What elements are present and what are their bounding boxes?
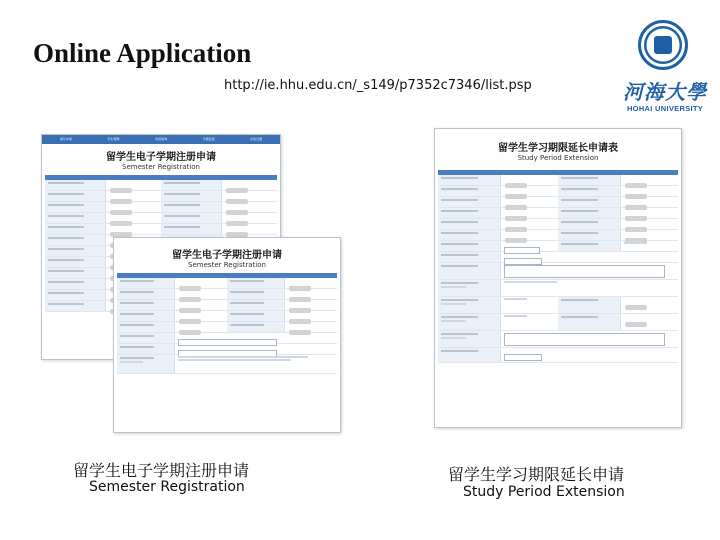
nav-item[interactable]: 审批查询 bbox=[154, 137, 167, 141]
form-subtitle: Study Period Extension bbox=[517, 154, 599, 162]
url-text[interactable]: http://ie.hhu.edu.cn/_s149/p7352c7346/list.psp bbox=[224, 78, 532, 93]
nav-item[interactable]: 学籍变更 bbox=[202, 137, 215, 141]
study-period-extension-screenshot bbox=[434, 128, 682, 428]
slide-title: Online Application bbox=[33, 38, 252, 68]
caption-left-en: Semester Registration bbox=[89, 479, 245, 495]
form-subtitle: Semester Registration bbox=[188, 261, 266, 269]
study-plan-textarea[interactable] bbox=[504, 333, 665, 346]
semester-registration-screenshot-front bbox=[113, 237, 341, 433]
form-title: 留学生学习期限延长申请表 bbox=[498, 143, 618, 154]
duration-input[interactable] bbox=[504, 354, 541, 361]
nav-item[interactable]: 系统设置 bbox=[250, 137, 263, 141]
caption-right-cn: 留学生学习期限延长申请 bbox=[448, 465, 625, 484]
seal-icon bbox=[638, 20, 688, 70]
caption-left-cn: 留学生电子学期注册申请 bbox=[73, 461, 250, 480]
nav-bar bbox=[42, 135, 280, 144]
form-subtitle: Semester Registration bbox=[122, 163, 200, 171]
reason-textarea[interactable] bbox=[504, 265, 665, 278]
logo-chinese: 河海大學 bbox=[623, 80, 707, 104]
caption-right-en: Study Period Extension bbox=[463, 484, 625, 500]
nav-item[interactable]: 学生管理 bbox=[107, 137, 120, 141]
form-title: 留学生电子学期注册申请 bbox=[172, 250, 282, 261]
form-title: 留学生电子学期注册申请 bbox=[106, 152, 216, 163]
nav-item[interactable]: 填写申请 bbox=[59, 137, 72, 141]
logo-english: HOHAI UNIVERSITY bbox=[626, 104, 704, 113]
university-logo bbox=[618, 20, 708, 120]
